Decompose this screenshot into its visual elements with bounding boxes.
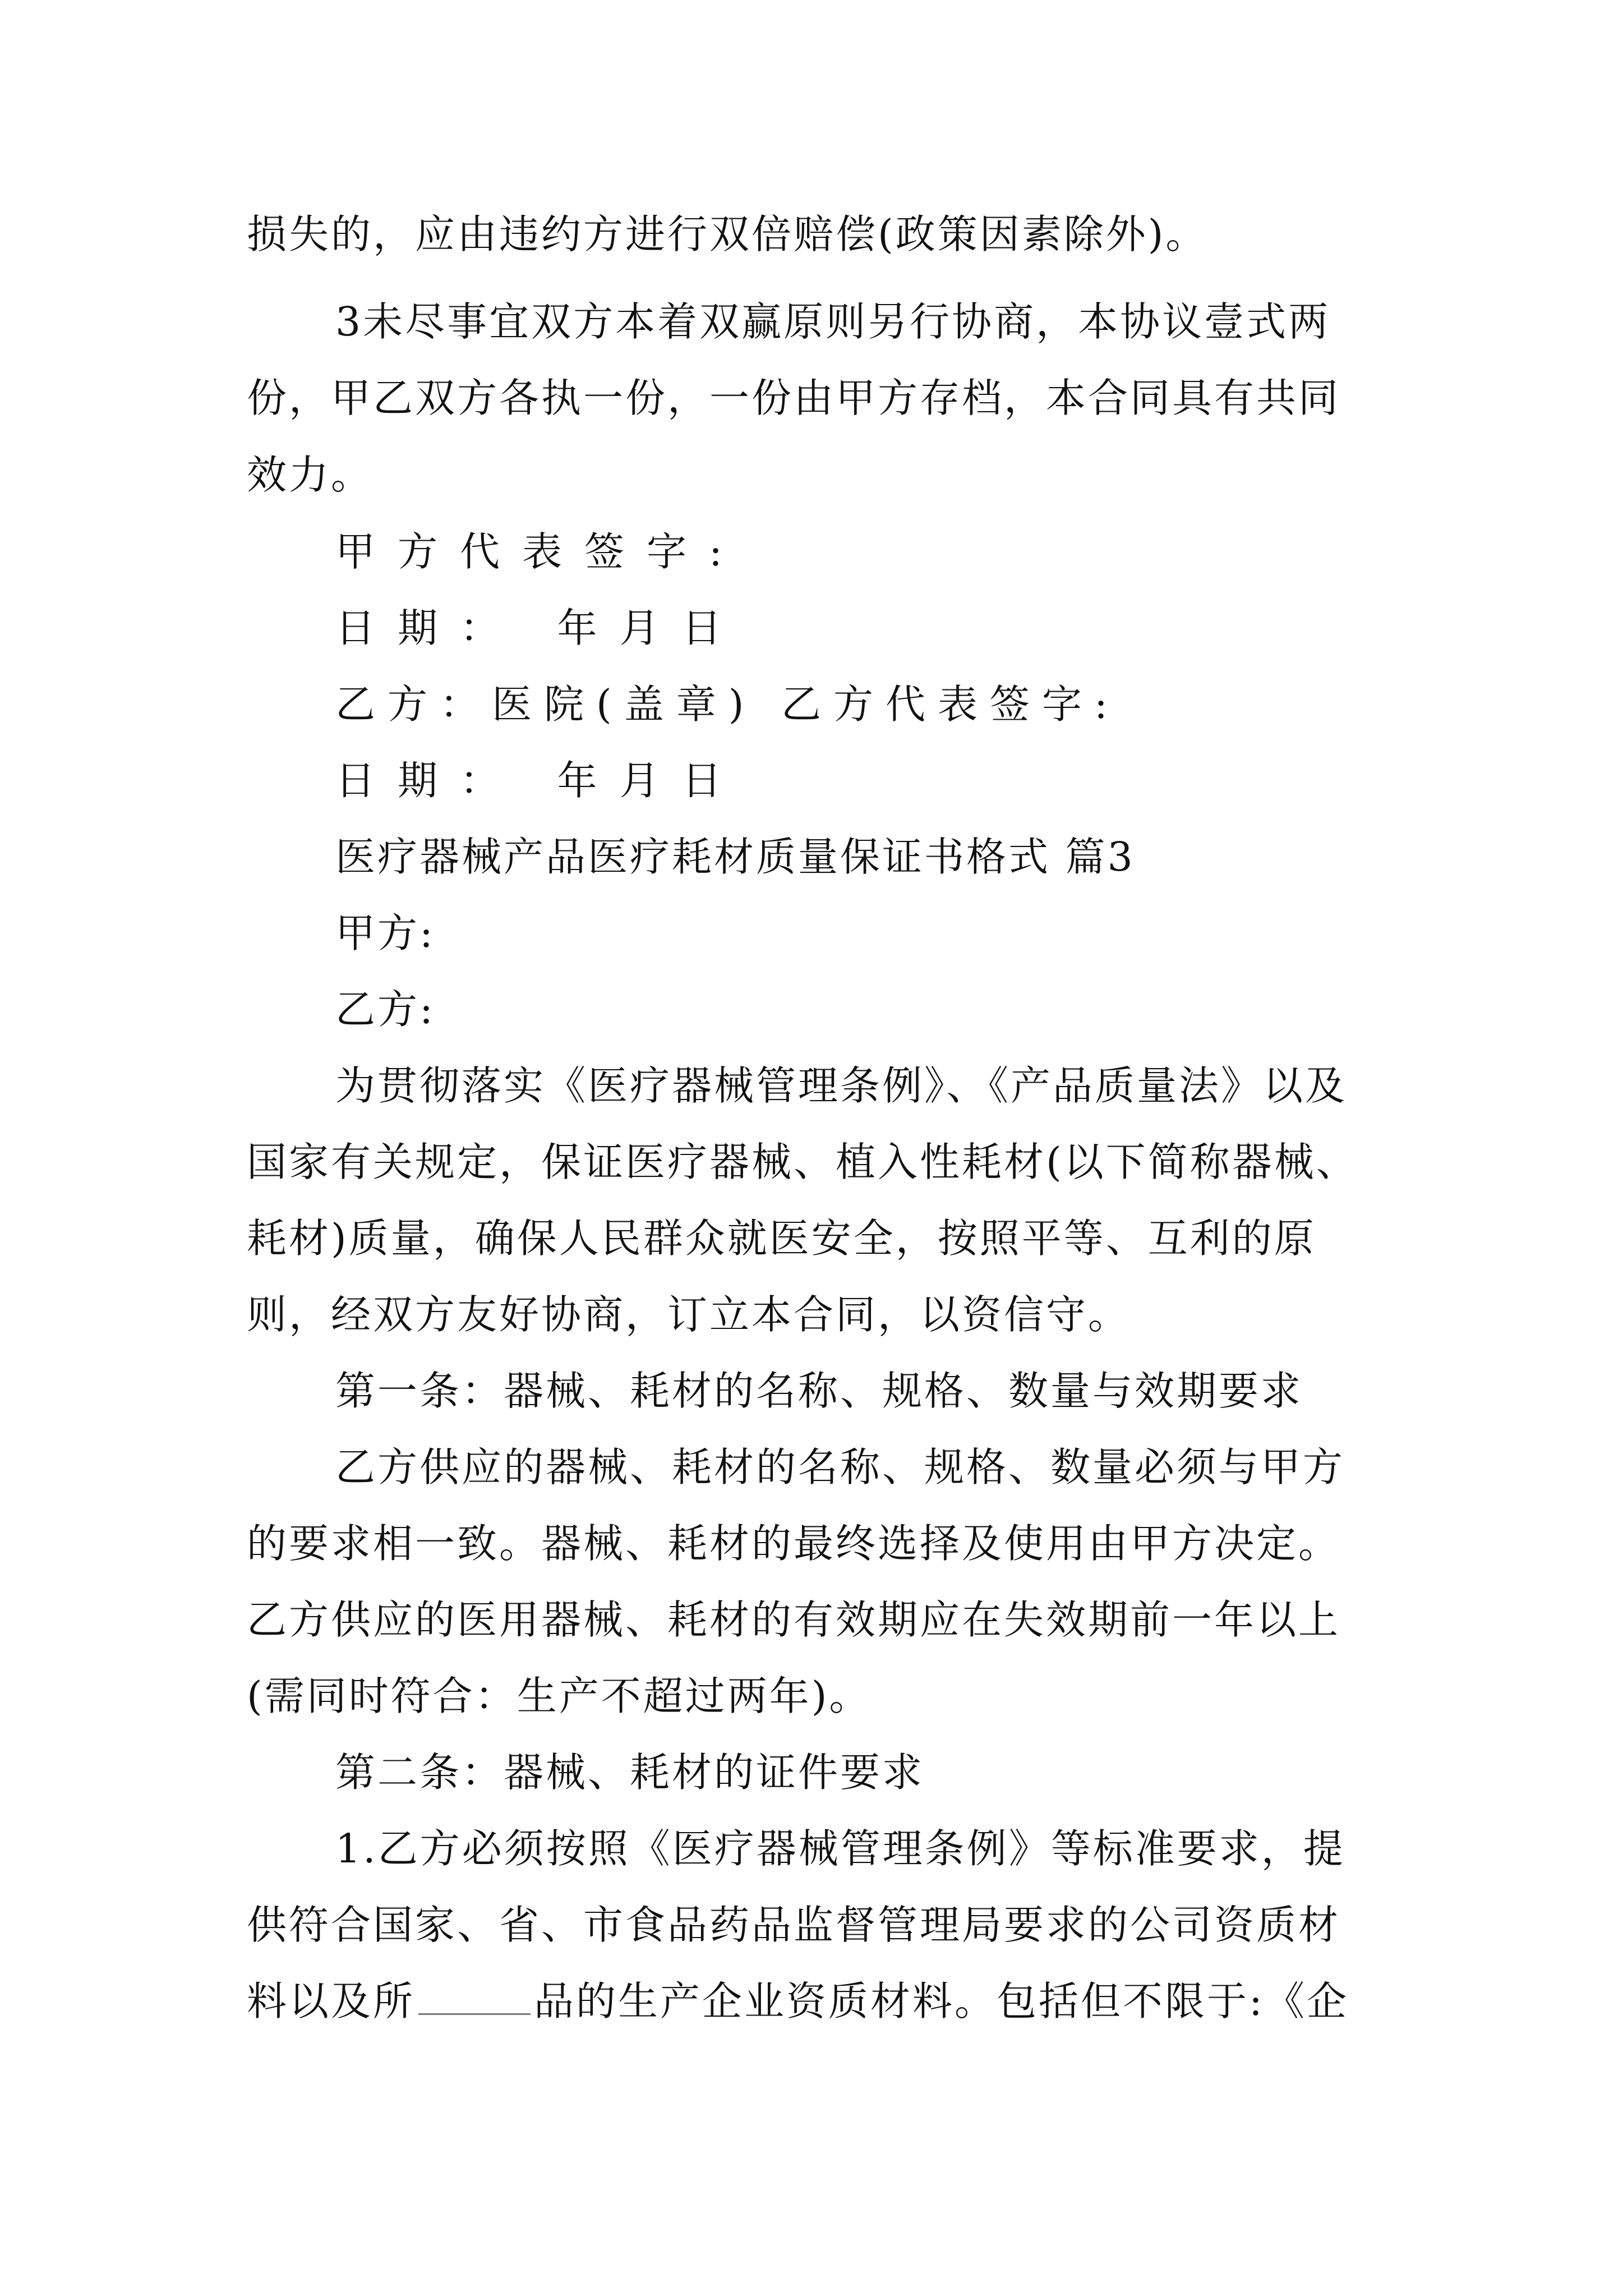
party-a-date-label: 日期： 年月日 [335, 605, 744, 651]
party-a-signature-label: 甲方代表签字: [335, 528, 745, 575]
intro-line-2: 国家有关规定，保证医疗器械、植入性耗材(以下简称器械、 [247, 1139, 1358, 1185]
party-b-signature-label: 乙方：医院(盖章) 乙方代表签字: [335, 681, 1120, 728]
party-a-label: 甲方: [335, 910, 435, 956]
party-b-label: 乙方: [335, 986, 435, 1033]
intro-line-1: 为贯彻落实《医疗器械管理条例》、《产品质量法》以及 [335, 1062, 1348, 1109]
article-1-body-line-3: 乙方供应的医用器械、耗材的有效期应在失效期前一年以上 [247, 1596, 1341, 1643]
section-heading: 医疗器械产品医疗耗材质量保证书格式 篇3 [335, 834, 1135, 880]
article-1-body-line-1: 乙方供应的器械、耗材的名称、规格、数量必须与甲方 [335, 1444, 1345, 1490]
fill-in-blank [418, 1984, 531, 2015]
article-2-title: 第二条：器械、耗材的证件要求 [335, 1749, 925, 1796]
clause-3-line-3: 效力。 [247, 452, 374, 498]
article-2-body-line-3 [247, 1978, 1349, 2024]
clause-3-line-1: 3未尽事宜双方本着双赢原则另行协商，本协议壹式两 [335, 298, 1331, 345]
article-2-text-after-blank: 品的生产企业资质材料。包括但不限于:《企 [534, 1978, 1349, 2024]
intro-line-4: 则，经双方友好协商，订立本合同，以资信守。 [247, 1291, 1131, 1338]
article-1-body-line-2: 的要求相一致。器械、耗材的最终选择及使用由甲方决定。 [247, 1520, 1341, 1567]
intro-line-3: 耗材)质量，确保人民群众就医安全，按照平等、互利的原 [247, 1215, 1316, 1262]
paragraph-continuation: 损失的，应由违约方进行双倍赔偿(政策因素除外)。 [247, 211, 1208, 257]
clause-3-line-2: 份，甲乙双方各执一份，一份由甲方存档，本合同具有共同 [247, 375, 1341, 421]
party-b-date-label: 日期： 年月日 [335, 757, 744, 804]
article-2-body-line-2: 供符合国家、省、市食品药品监督管理局要求的公司资质材 [247, 1902, 1341, 1948]
article-2-body-line-1: 1.乙方必须按照《医疗器械管理条例》等标准要求，提 [335, 1825, 1345, 1872]
article-1-body-line-4: (需同时符合：生产不超过两年)。 [247, 1673, 872, 1719]
article-2-text-before-blank: 料以及所 [247, 1978, 416, 2024]
article-1-title: 第一条：器械、耗材的名称、规格、数量与效期要求 [335, 1368, 1303, 1414]
